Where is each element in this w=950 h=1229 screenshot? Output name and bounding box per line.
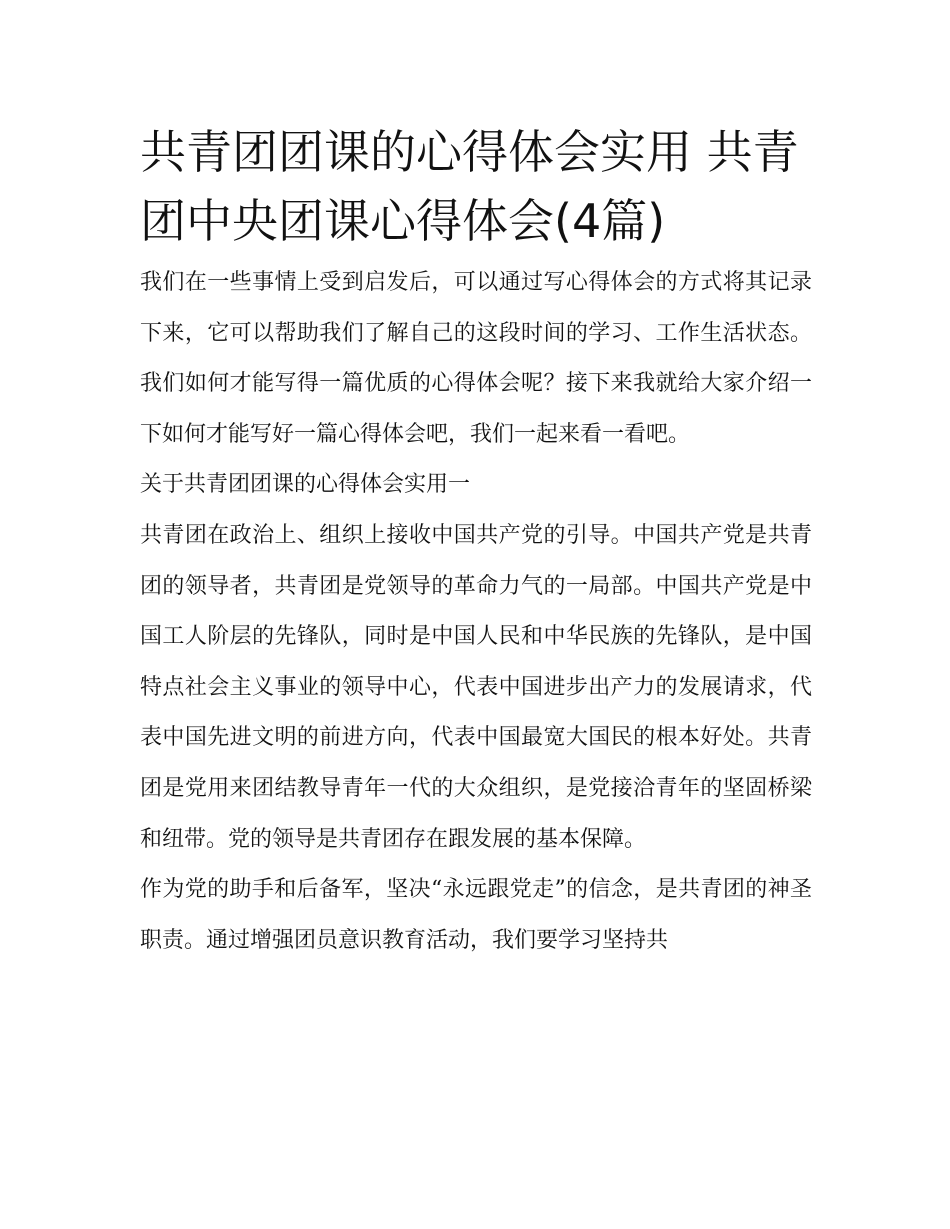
document-title: 共青团团课的心得体会实用 共青团中央团课心得体会(4篇) bbox=[140, 125, 799, 248]
body-paragraph: 作为党的助手和后备军，坚决“永远跟党走”的信念，是共青团的神圣职责。通过增强团员意识教育活动，我们要学习坚持共 bbox=[140, 877, 812, 953]
body-paragraph: 共青团在政治上、组织上接收中国共产党的引导。中国共产党是共青团的领导者，共青团是党领导的革命力气的一局部。中国共产党是中国工人阶层的先锋队，同时是中国人民和中华民族的先锋队，是中国特点社会主义事业的领导中心，代表中国进步出产力的发展请求，代表中国先进文明的前进方向，代表中国最宽大国民的根本好处。共青团是党用来团结教导青年一代的大众组织，是党接洽青年的坚固桥梁和纽带。党的领导是共青团存在跟发展的基本保障。 bbox=[140, 522, 812, 852]
section-heading: 关于共青团团课的心得体会实用一 bbox=[140, 472, 471, 498]
document-page bbox=[140, 118, 812, 966]
document-body bbox=[140, 258, 812, 966]
intro-paragraph: 我们在一些事情上受到启发后，可以通过写心得体会的方式将其记录下来，它可以帮助我们了解自己的这段时间的学习、工作生活状态。我们如何才能写得一篇优质的心得体会呢？接下来我就给大家介绍一下如何才能写好一篇心得体会吧，我们一起来看一看吧。 bbox=[140, 270, 812, 447]
